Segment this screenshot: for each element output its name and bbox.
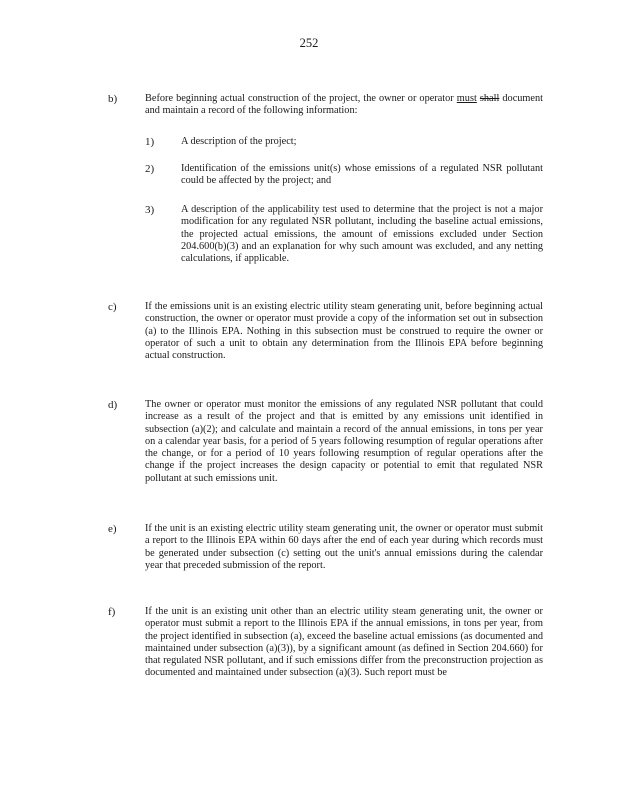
paragraph-b: [108, 93, 543, 118]
paragraph-e: [108, 523, 543, 572]
sub-item-3-text: A description of the applicability test used to determine that the project is not a major modification for any regulated NSR pollutant, including the baseline actual emissions, the projected actual emissions, the amount of emissions excluded under Section 204.600(b)(3) and an explanation for why such amount was excluded, and any netting calculations, if applicable.: [181, 204, 543, 265]
paragraph-d-text: The owner or operator must monitor the emissions of any regulated NSR pollutant that could increase as a result of the project and that is emitted by any emissions unit identified in subsection (a)(2); and calculate and maintain a record of the annual emissions, in tons per year on a calendar year basis, for a period of 5 years following resumption of regular operations after the change, or for a period of 10 years following resumption of regular operations after the change if the project increases the design capacity or potential to emit that regulated NSR pollutant at such emissions unit.: [145, 399, 543, 484]
page-number: 252: [299, 36, 319, 50]
paragraph-c-text: If the emissions unit is an existing electric utility steam generating unit, before beginning actual construction, the owner or operator must provide a copy of the information set out in subsection (a) to the Illinois EPA. Nothing in this subsection must be construed to require the owner or operator of such a unit to obtain any determination from the Illinois EPA before beginning actual construction.: [145, 301, 543, 362]
paragraph-b-text-start: Before beginning actual construction of the project, the owner or operator: [145, 93, 457, 104]
sub-item-3-marker: 3): [145, 204, 155, 216]
paragraph-f: [108, 606, 543, 680]
paragraph-d: [108, 399, 543, 485]
paragraph-e-marker: e): [108, 523, 117, 535]
sub-item-1-text: A description of the project;: [181, 136, 297, 147]
paragraph-f-marker: f): [108, 606, 116, 618]
sub-item-2-text: Identification of the emissions unit(s) whose emissions of a regulated NSR pollutant could be affected by the project; and: [181, 163, 543, 187]
paragraph-d-marker: d): [108, 399, 118, 411]
sub-item-1-marker: 1): [145, 136, 155, 148]
deleted-word: shall: [479, 93, 500, 104]
paragraph-b-text-end: document and maintain a record of the following information:: [145, 93, 544, 117]
paragraph-b-text: [145, 93, 543, 118]
inserted-word: must: [456, 93, 477, 104]
paragraph-c-marker: c): [108, 301, 117, 313]
sub-item-2-marker: 2): [145, 163, 155, 175]
paragraph-e-text: If the unit is an existing electric utility steam generating unit, the owner or operator must submit a report to the Illinois EPA within 60 days after the end of each year during which records must be generated under subsection (c) setting out the unit's annual emissions during the calendar year that preceded submission of the report.: [145, 523, 543, 571]
paragraph-f-text: If the unit is an existing unit other than an electric utility steam generating unit, the owner or operator must submit a report to the Illinois EPA if the annual emissions, in tons per year, from the project identified in subsection (a), exceed the baseline actual emissions (as documented and maintained under subsection (a)(3)), by a significant amount (as defined in Section 204.660) for that regulated NSR pollutant, and if such emissions differ from the preconstruction projection as documented and maintained under subsection (a)(3). Such report must be: [145, 606, 543, 679]
sub-item-3: [145, 204, 543, 265]
paragraph-b-marker: b): [108, 93, 118, 105]
sub-item-1: [145, 136, 543, 148]
sub-item-2: [145, 163, 543, 188]
paragraph-c: [108, 301, 543, 362]
